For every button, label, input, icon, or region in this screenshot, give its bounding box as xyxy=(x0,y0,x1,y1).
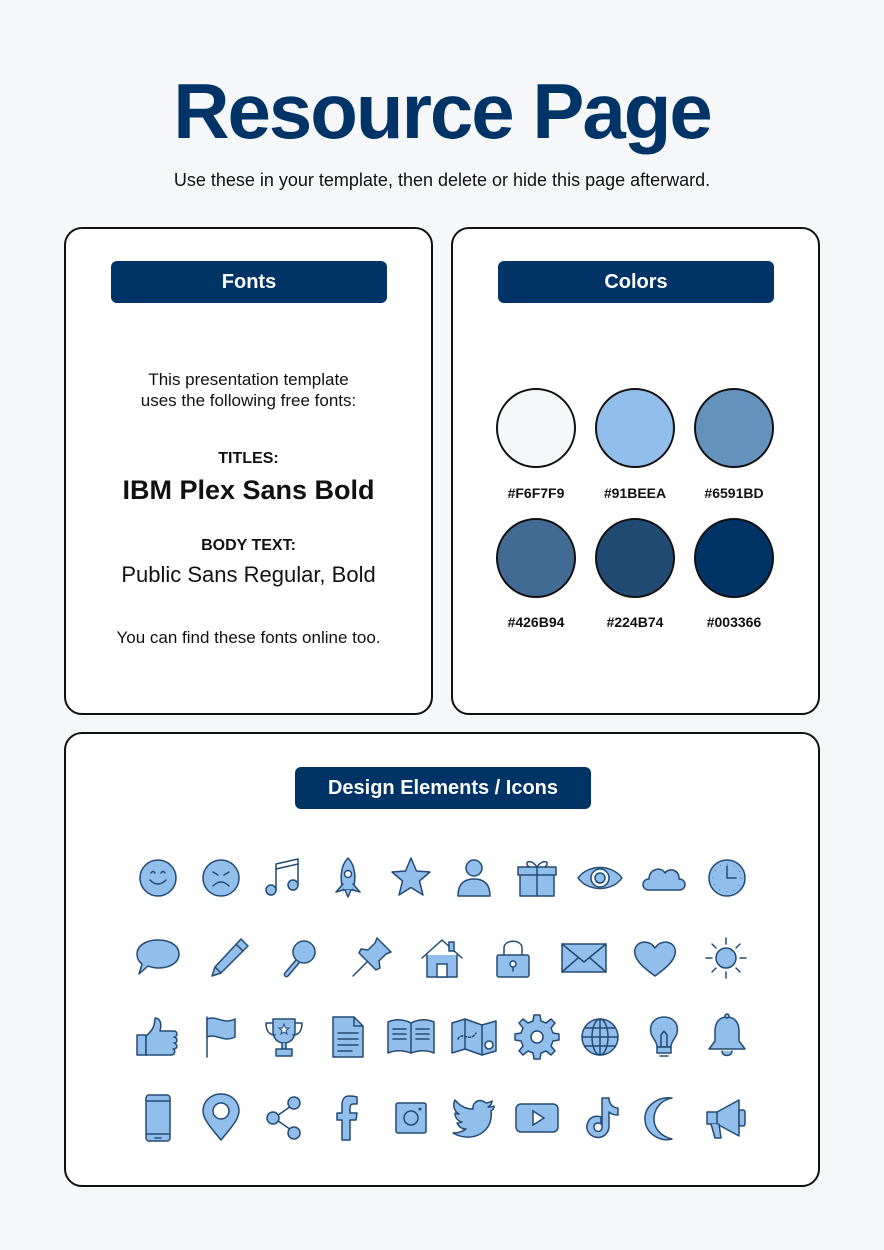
fonts-card xyxy=(64,227,433,715)
page-title: Resource Page xyxy=(173,67,711,155)
pushpin-icon xyxy=(343,930,399,986)
lightbulb-icon xyxy=(636,1009,692,1065)
cloud-icon xyxy=(636,850,692,906)
share-icon xyxy=(256,1090,312,1146)
facebook-icon xyxy=(320,1090,376,1146)
color-hex-label: #003366 xyxy=(706,614,762,630)
sad-face-icon xyxy=(193,850,249,906)
envelope-icon xyxy=(556,930,612,986)
map-icon xyxy=(446,1009,502,1065)
location-pin-icon xyxy=(193,1090,249,1146)
house-icon xyxy=(414,930,470,986)
color-swatch xyxy=(595,388,675,468)
titles-label: TITLES: xyxy=(218,450,279,467)
rocket-icon xyxy=(320,850,376,906)
tiktok-icon xyxy=(572,1090,628,1146)
colors-heading: Colors xyxy=(498,261,774,303)
instagram-icon xyxy=(383,1090,439,1146)
gift-icon xyxy=(509,850,565,906)
clock-icon xyxy=(699,850,755,906)
fonts-outro: You can find these fonts online too. xyxy=(116,628,381,647)
icons-card xyxy=(64,732,820,1187)
youtube-icon xyxy=(509,1090,565,1146)
padlock-icon xyxy=(485,930,541,986)
color-swatch xyxy=(595,518,675,598)
body-text-label: BODY TEXT: xyxy=(201,537,296,554)
speech-bubble-icon xyxy=(130,930,186,986)
page-subtitle: Use these in your template, then delete or hide this page afterward. xyxy=(173,170,711,190)
globe-icon xyxy=(572,1009,628,1065)
body-font-name: Public Sans Regular, Bold xyxy=(121,562,376,587)
fonts-heading: Fonts xyxy=(111,261,387,303)
color-hex-label: #F6F7F9 xyxy=(507,485,565,501)
moon-icon xyxy=(636,1090,692,1146)
user-icon xyxy=(446,850,502,906)
star-icon xyxy=(383,850,439,906)
smiley-icon xyxy=(130,850,186,906)
magnifier-icon xyxy=(272,930,328,986)
twitter-icon xyxy=(446,1090,502,1146)
fonts-intro xyxy=(66,369,431,411)
icons-heading: Design Elements / Icons xyxy=(295,767,591,809)
heart-icon xyxy=(627,930,683,986)
megaphone-icon xyxy=(699,1090,755,1146)
color-swatch xyxy=(496,388,576,468)
color-hex-label: #426B94 xyxy=(507,614,565,630)
trophy-icon xyxy=(256,1009,312,1065)
thumbs-up-icon xyxy=(130,1009,186,1065)
flag-icon xyxy=(193,1009,249,1065)
smartphone-icon xyxy=(130,1090,186,1146)
color-hex-label: #6591BD xyxy=(704,485,764,501)
fonts-intro-line2: uses the following free fonts: xyxy=(140,391,357,410)
eye-icon xyxy=(572,850,628,906)
open-book-icon xyxy=(383,1009,439,1065)
color-swatch xyxy=(694,518,774,598)
color-swatch xyxy=(496,518,576,598)
titles-font-name: IBM Plex Sans Bold xyxy=(122,475,375,505)
bell-icon xyxy=(699,1009,755,1065)
gear-icon xyxy=(509,1009,565,1065)
pencil-icon xyxy=(201,930,257,986)
sun-icon xyxy=(698,930,754,986)
colors-card xyxy=(451,227,820,715)
color-swatch xyxy=(694,388,774,468)
color-hex-label: #91BEEA xyxy=(603,485,667,501)
fonts-intro-line1: This presentation template xyxy=(148,370,349,389)
document-icon xyxy=(320,1009,376,1065)
color-hex-label: #224B74 xyxy=(606,614,664,630)
music-note-icon xyxy=(256,850,312,906)
